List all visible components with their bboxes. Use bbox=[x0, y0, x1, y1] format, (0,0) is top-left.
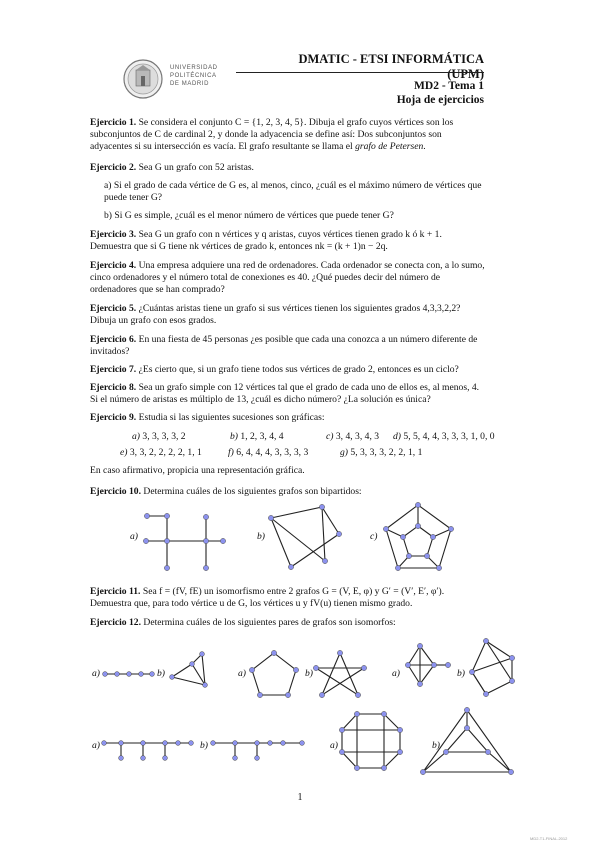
exercise-2-a: a) Si el grado de cada vértice de G es, al menos, cinco, ¿cuál es el máximo número de vértices que puede tener G? bbox=[104, 180, 482, 203]
page-number: 1 bbox=[297, 792, 303, 803]
exercise-2-b: b) Si G es simple, ¿cuál es el menor número de vértices que puede tener G? bbox=[104, 210, 394, 221]
exercise-1-text: Se considera el conjunto C = {1, 2, 3, 4, 5}. Dibuja el grafo cuyos vértices son los subconjuntos de C de cardinal 2, y donde la adyacencia se define así: Dos subconjuntos son adyacentes si su intersección es vacía. El grafo resultante se llama el bbox=[90, 117, 454, 152]
sequence-g-label: g) bbox=[340, 447, 348, 458]
ex12-pair5-label-a: a) bbox=[330, 740, 338, 751]
sequence-a-label: a) bbox=[132, 431, 140, 442]
ex12-pair4-label-b: b) bbox=[200, 740, 208, 751]
exercise-10-label: Ejercicio 10. bbox=[90, 486, 141, 497]
exercise-7-label: Ejercicio 7. bbox=[90, 364, 137, 375]
exercise-7-text: ¿Es cierto que, si un grafo tiene todos sus vértices de grado 2, entonces es un ciclo? bbox=[138, 364, 459, 375]
ex10-label-c: c) bbox=[370, 531, 378, 542]
exercise-11-text: Sea f = (fV, fE) un isomorfismo entre 2 grafos G = (V, E, φ) y G′ = (V′, E′, φ′). Demuestra que, para todo vértice u de G, los vértices u y fV(u) tienen mismo grado. bbox=[90, 586, 445, 609]
university-line-1: UNIVERSIDAD bbox=[170, 65, 218, 71]
sequence-a-values: 3, 3, 3, 3, 2 bbox=[142, 431, 186, 442]
ex10-label-b: b) bbox=[257, 531, 265, 542]
sequence-c-label: c) bbox=[326, 431, 334, 442]
sequence-b-values: 1, 2, 3, 4, 4 bbox=[240, 431, 284, 442]
exercise-5-label: Ejercicio 5. bbox=[90, 303, 137, 314]
exercise-1-emphasis: grafo de Petersen bbox=[355, 141, 424, 152]
ex12-pair3-label-b: b) bbox=[457, 668, 465, 679]
exercise-1-label: Ejercicio 1. bbox=[90, 117, 137, 128]
exercise-9-text: Estudia si las siguientes sucesiones son gráficas: bbox=[138, 412, 325, 423]
graph-vertex bbox=[464, 707, 469, 712]
exercise-3-text: Sea G un grafo con n vértices y q aristas, cuyos vértices tienen grado k ó k + 1. Demuestra que si G tiene nk vértices de grado k, entonces nk = (k + 1)n − 2q. bbox=[90, 229, 442, 252]
sequence-b-label: b) bbox=[230, 431, 238, 442]
sequence-d-label: d) bbox=[393, 431, 401, 442]
university-line-3: DE MADRID bbox=[170, 81, 210, 87]
exercise-4-text: Una empresa adquiere una red de ordenadores. Cada ordenador se conecta con, a lo sumo, cinco ordenadores y el número total de conexiones es 40. ¿Qué puedes decir del número de ordenadores que se han comprado? bbox=[90, 260, 485, 295]
exercise-11-label: Ejercicio 11. bbox=[90, 586, 141, 597]
exercise-10-text: Determina cuáles de los siguientes grafos son bipartidos: bbox=[143, 486, 362, 497]
ex12-pair2-label-b: b) bbox=[305, 668, 313, 679]
graph-vertex bbox=[485, 749, 490, 754]
sequence-f-label: f) bbox=[228, 447, 234, 458]
exercise-9-after: En caso afirmativo, propicia una representación gráfica. bbox=[90, 465, 305, 476]
sequence-f-values: 6, 4, 4, 4, 3, 3, 3, 3 bbox=[236, 447, 309, 458]
exercise-12-label: Ejercicio 12. bbox=[90, 617, 141, 628]
sequence-g-values: 5, 3, 3, 3, 2, 2, 1, 1 bbox=[350, 447, 423, 458]
exercise-8-label: Ejercicio 8. bbox=[90, 382, 137, 393]
sequence-c-values: 3, 4, 3, 4, 3 bbox=[335, 431, 380, 442]
exercise-5-text: ¿Cuántas aristas tiene un grafo si sus vértices tienen los siguientes grados 4,3,3,2,2? Dibuja un grafo con esos grados. bbox=[90, 303, 461, 326]
sequence-e-label: e) bbox=[120, 447, 128, 458]
course-name: MD2 - Tema 1 bbox=[414, 80, 484, 92]
exercise-1-text-end: . bbox=[423, 141, 426, 152]
exercise-6-text: En una fiesta de 45 personas ¿es posible que cada una conozca a un número diferente de invitados? bbox=[90, 334, 478, 357]
exercise-3-label: Ejercicio 3. bbox=[90, 229, 137, 240]
ex12-pair1-label-b: b) bbox=[157, 668, 165, 679]
sequence-d-values: 5, 5, 4, 4, 3, 3, 3, 1, 0, 0 bbox=[403, 431, 495, 442]
graph-vertex bbox=[464, 725, 469, 730]
exercise-8-text: Sea un grafo simple con 12 vértices tal que el grado de cada uno de ellos es, al menos, 4. Si el número de aristas es múltiplo de 13, ¿cuál es dicho número? ¿La solución es única? bbox=[90, 382, 480, 405]
graph-vertex bbox=[420, 769, 425, 774]
footer-code: MD2-T1-FINAL-2012 bbox=[530, 836, 568, 841]
exercise-12-text: Determina cuáles de los siguientes pares de grafos son isomorfos: bbox=[143, 617, 396, 628]
exercise-2-label: Ejercicio 2. bbox=[90, 162, 137, 173]
exercise-2-text: Sea G un grafo con 52 aristas. bbox=[138, 162, 254, 173]
ex12-pair3-label-a: a) bbox=[392, 668, 400, 679]
graph-vertex bbox=[508, 769, 513, 774]
exercise-9-label: Ejercicio 9. bbox=[90, 412, 137, 423]
sequence-e-values: 3, 3, 2, 2, 2, 2, 1, 1 bbox=[129, 447, 202, 458]
sheet-name: Hoja de ejercicios bbox=[396, 94, 484, 106]
exercise-6-label: Ejercicio 6. bbox=[90, 334, 137, 345]
exercise-4-label: Ejercicio 4. bbox=[90, 260, 137, 271]
graph-vertex bbox=[443, 749, 448, 754]
ex12-pair1-label-a: a) bbox=[92, 668, 100, 679]
ex10-label-a: a) bbox=[130, 531, 138, 542]
ex12-pair5-label-b: b) bbox=[432, 740, 440, 751]
ex12-pair2-label-a: a) bbox=[238, 668, 246, 679]
university-line-2: POLITÉCNICA bbox=[170, 73, 217, 79]
header-title: DMATIC - ETSI INFORMÁTICA (UPM) bbox=[298, 52, 484, 81]
ex12-pair4-label-a: a) bbox=[92, 740, 100, 751]
